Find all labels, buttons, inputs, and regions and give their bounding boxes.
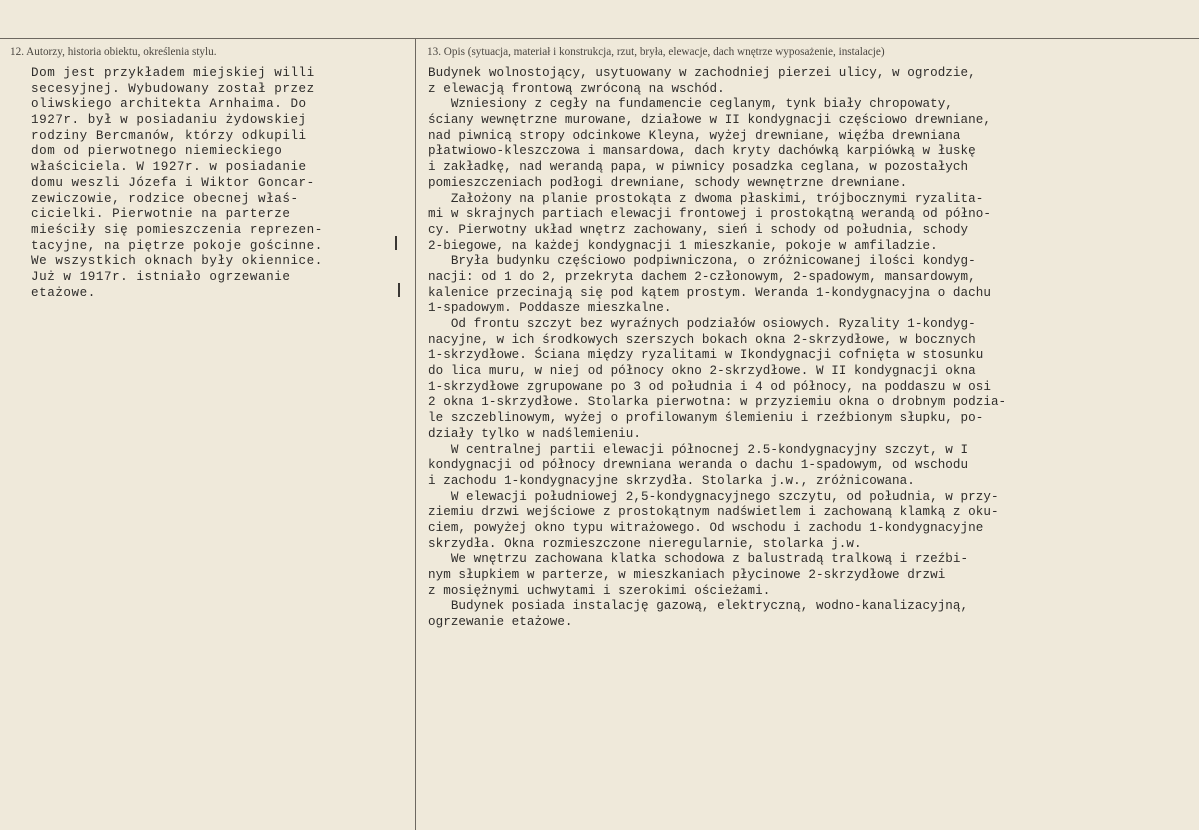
text-line: ściany wewnętrzne murowane, działowe w II kondygnacji częściowo drewniane, [428, 113, 991, 128]
text-line: We wnętrzu zachowana klatka schodowa z balustradą tralkową i rzeźbi- [428, 552, 969, 567]
text-line: dom od pierwotnego niemieckiego [31, 144, 283, 159]
text-line: działy tylko w nadślemieniu. [428, 426, 642, 441]
text-line: ogrzewanie etażowe. [428, 615, 573, 630]
text-line: secesyjnej. Wybudowany został przez [31, 81, 315, 96]
text-line: tacyjne, na piętrze pokoje gościnne. [31, 238, 323, 253]
text-line: do lica muru, w niej od północy okno 2-skrzydłowe. W II kondygnacji okna [428, 364, 976, 379]
text-line: pomieszczeniach podłogi drewniane, schody wewnętrzne drewniane. [428, 175, 908, 190]
text-line: Bryła budynku częściowo podpiwniczona, o zróżnicowanej ilości kondyg- [428, 254, 976, 269]
text-line: domu weszli Józefa i Wiktor Goncar- [31, 175, 315, 190]
text-line: ziemiu drzwi wejściowe z prostokątnym nadświetlem i zachowaną klamką z oku- [428, 505, 999, 520]
text-line: etażowe. [31, 285, 96, 300]
section-12-heading: 12. Autorzy, historia obiektu, określenia stylu. [10, 46, 217, 58]
text-line: i zachodu 1-kondygnacyjne skrzydła. Stolarka j.w., zróżnicowana. [428, 473, 915, 488]
text-line: nym słupkiem w parterze, w mieszkaniach płycinowe 2-skrzydłowe drzwi [428, 568, 946, 582]
text-line: cy. Pierwotny układ wnętrz zachowany, sień i schody od południa, schody [428, 222, 969, 237]
text-line: 2 okna 1-skrzydłowe. Stolarka pierwotna: w przyziemiu okna o drobnym podzia- [428, 395, 1007, 410]
text-line: 1-skrzydłowe. Ściana między ryzalitami w Ikondygnacji cofnięta w stosunku [428, 348, 984, 363]
margin-mark [395, 236, 397, 250]
text-line: 1927r. był w posiadaniu żydowskiej [31, 113, 307, 128]
text-line: Budynek wolnostojący, usytuowany w zachodniej pierzei ulicy, w ogrodzie, [428, 66, 976, 80]
text-line: Od frontu szczyt bez wyraźnych podziałów osiowych. Ryzality 1-kondyg- [428, 317, 976, 331]
text-line: Budynek posiada instalację gazową, elektryczną, wodno-kanalizacyjną, [428, 599, 969, 614]
text-line: le szczeblinowym, wyżej o profilowanym ślemieniu i rzeźbionym słupku, po- [428, 411, 984, 426]
text-line: rodziny Bercmanów, którzy odkupili [31, 128, 307, 143]
text-line: nacji: od 1 do 2, przekryta dachem 2-członowym, 2-spadowym, mansardowym, [428, 269, 976, 284]
text-line: kondygnacji od północy drewniana weranda o dachu 1-spadowym, od wschodu [428, 458, 969, 473]
text-line: W elewacji południowej 2,5-kondygnacyjnego szczytu, od południa, w przy- [428, 489, 999, 504]
text-line: kalenice przecinają się pod kątem prostym. Weranda 1-kondygnacyjna o dachu [428, 285, 991, 300]
column-divider [415, 38, 416, 830]
text-line: zewiczowie, rodzice obecnej właś- [31, 191, 299, 206]
text-line: skrzydła. Okna rozmieszczone nieregularnie, stolarka j.w. [428, 536, 862, 551]
text-line: nad piwnicą stropy odcinkowe Kleyna, wyżej drewniane, więźba drewniana [428, 128, 961, 143]
text-line: 2-biegowe, na każdej kondygnacji 1 mieszkanie, pokoje w amfiladzie. [428, 238, 938, 253]
text-line: Dom jest przykładem miejskiej willi [31, 66, 315, 80]
text-line: We wszystkich oknach były okiennice. [31, 254, 323, 269]
text-line: oliwskiego architekta Arnhaima. Do [31, 97, 307, 112]
section-13-heading: 13. Opis (sytuacja, materiał i konstrukcja, rzut, bryła, elewacje, dach wnętrze wyposażenie, instalacje) [427, 46, 885, 58]
text-line: Wzniesiony z cegły na fundamencie ceglanym, tynk biały chropowaty, [428, 97, 953, 112]
text-line: Już w 1917r. istniało ogrzewanie [31, 269, 291, 284]
text-line: właściciela. W 1927r. w posiadanie [31, 160, 307, 175]
text-line: 1-skrzydłowe zgrupowane po 3 od południa i 4 od północy, na poddaszu w osi [428, 379, 991, 394]
history-text-block [31, 66, 403, 301]
margin-mark [398, 283, 400, 297]
text-line: płatwiowo-kleszczowa i mansardowa, dach kryty dachówką karpiówką w łuskę [428, 144, 976, 159]
text-line: z mosiężnymi uchwytami i szerokimi ościeżami. [428, 583, 771, 598]
text-line: nacyjne, w ich środkowych szerszych bokach okna 2-skrzydłowe, w bocznych [428, 332, 976, 347]
text-line: i zakładkę, nad werandą papa, w piwnicy posadzka ceglana, w pozostałych [428, 160, 969, 175]
text-line: ciem, powyżej okno typu witrażowego. Od wschodu i zachodu 1-kondygnacyjne [428, 520, 984, 535]
text-line: Założony na planie prostokąta z dwoma płaskimi, trójbocznymi ryzalita- [428, 191, 984, 206]
top-rule [0, 38, 1199, 39]
text-line: mieściły się pomieszczenia reprezen- [31, 222, 323, 237]
text-line: 1-spadowym. Poddasze mieszkalne. [428, 301, 672, 316]
text-line: z elewacją frontową zwróconą na wschód. [428, 81, 725, 96]
description-text-block [428, 66, 1194, 631]
text-line: W centralnej partii elewacji północnej 2.5-kondygnacyjny szczyt, w I [428, 442, 969, 457]
text-line: mi w skrajnych partiach elewacji frontowej i prostokątną werandą od półno- [428, 207, 991, 222]
text-line: cicielki. Pierwotnie na parterze [31, 207, 291, 222]
